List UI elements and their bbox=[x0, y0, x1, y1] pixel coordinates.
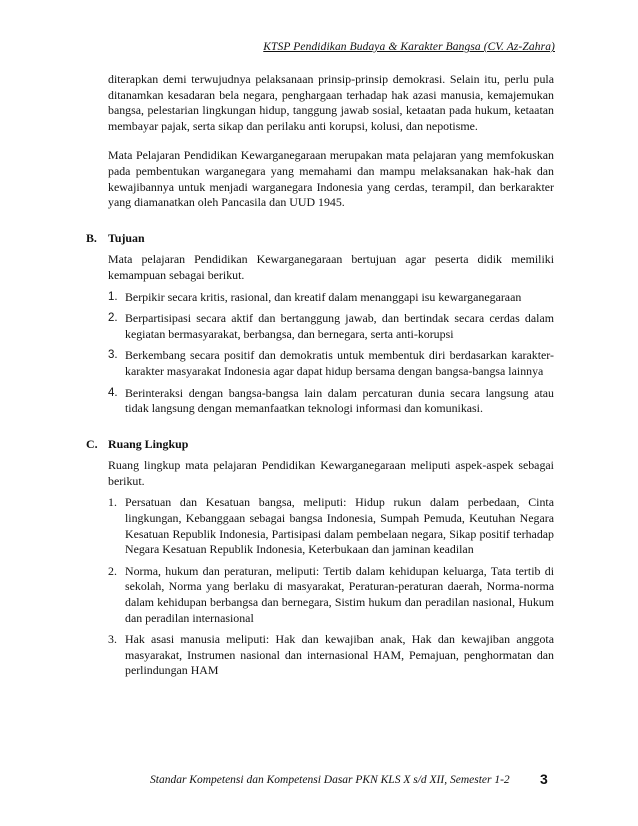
page-content bbox=[86, 72, 554, 685]
running-footer: Standar Kompetensi dan Kompetensi Dasar PKN KLS X s/d XII, Semester 1-2 bbox=[150, 774, 510, 786]
section-ruang-lingkup bbox=[86, 437, 554, 679]
section-body-tujuan bbox=[108, 252, 554, 416]
list-text: Norma, hukum dan peraturan, meliputi: Tertib dalam kehidupan keluarga, Tata tertib di sekolah, Norma yang berlaku di masyarakat, Peraturan-peraturan daerah, Norma-norma dalam kehidupan berbangsa dan bernegara, Sistim hukum dan peradilan nasional, Hukum dan peradilan internasional bbox=[125, 563, 554, 625]
list-text: Berkembang secara positif dan demokratis untuk membentuk diri berdasarkan karakter-karakter masyarakat Indonesia agar dapat hidup bersama dengan bangsa-bangsa lainnya bbox=[125, 348, 554, 378]
list-text: Berinteraksi dengan bangsa-bangsa lain dalam percaturan dunia secara langsung atau tidak langsung dengan memanfaatkan teknologi informasi dan komunikasi. bbox=[125, 385, 554, 416]
section-title: Tujuan bbox=[108, 230, 145, 245]
section-body-ruang-lingkup bbox=[108, 458, 554, 679]
section-letter: C. bbox=[86, 436, 98, 451]
section-letter: B. bbox=[86, 230, 97, 245]
list-item bbox=[108, 495, 554, 557]
list-number: 1. bbox=[108, 290, 118, 303]
list-number: 4. bbox=[108, 386, 118, 399]
intro-block bbox=[108, 72, 554, 211]
list-number: 3. bbox=[108, 349, 118, 362]
list-text: Berpikir secara kritis, rasional, dan kreatif dalam menanggapi isu kewarganegaraan bbox=[125, 289, 522, 304]
list-text: Persatuan dan Kesatuan bangsa, meliputi: Hidup rukun dalam perbedaan, Cinta lingkungan, Kebanggaan sebagai bangsa Indonesia, Sumpah Pemuda, Keutuhan Negara Kesatuan Republik Indonesia, Partisipasi dalam pembelaan negara, Sikap positif terhadap Negara Kesatuan Republik Indonesia, Keterbukaan dan jaminan keadilan bbox=[125, 495, 554, 557]
section-title: Ruang Lingkup bbox=[108, 436, 189, 451]
section-intro: Ruang lingkup mata pelajaran Pendidikan Kewarganegaraan meliputi aspek-aspek sebagai berikut. bbox=[108, 458, 554, 488]
running-header: KTSP Pendidikan Budaya & Karakter Bangsa (CV. Az-Zahra) bbox=[263, 41, 555, 53]
list-text: Hak asasi manusia meliputi: Hak dan kewajiban anak, Hak dan kewajiban anggota masyarakat, Instrumen nasional dan internasional HAM, Pemajuan, penghormatan dan perlindungan HAM bbox=[125, 632, 554, 678]
page-number: 3 bbox=[540, 771, 548, 787]
list-item bbox=[108, 564, 554, 626]
list-item bbox=[108, 311, 554, 342]
ruang-lingkup-list bbox=[108, 495, 554, 679]
intro-paragraph-1: diterapkan demi terwujudnya pelaksanaan prinsip-prinsip demokrasi. Selain itu, perlu pula ditanamkan kesadaran bela negara, penghargaan terhadap hak azasi manusia, kemajemukan bangsa, pelestarian lingkungan hidup, tanggung jawab sosial, ketaatan pada hukum, ketaatan membayar pajak, serta sikap dan perilaku anti korupsi, kolusi, dan nepotisme. bbox=[108, 72, 554, 133]
list-item bbox=[108, 348, 554, 379]
section-heading-ruang-lingkup bbox=[86, 437, 554, 453]
list-number: 2. bbox=[108, 563, 117, 578]
intro-paragraph-2: Mata Pelajaran Pendidikan Kewarganegaraan merupakan mata pelajaran yang memfokuskan pada pembentukan warganegara yang memahami dan mampu melaksanakan hak-hak dan kewajibannya untuk menjadi warganegara Indonesia yang cerdas, terampil, dan berkarakter yang diamanatkan oleh Pancasila dan UUD 1945. bbox=[108, 148, 554, 210]
list-item bbox=[108, 632, 554, 679]
list-item bbox=[108, 290, 554, 306]
list-number: 1. bbox=[108, 495, 117, 510]
list-number: 2. bbox=[108, 312, 118, 325]
section-heading-tujuan bbox=[86, 231, 554, 247]
section-intro: Mata pelajaran Pendidikan Kewarganegaraan bertujuan agar peserta didik memiliki kemampuan sebagai berikut. bbox=[108, 252, 554, 282]
list-text: Berpartisipasi secara aktif dan bertanggung jawab, dan bertindak secara cerdas dalam kegiatan bermasyarakat, berbangsa, dan bernegara, serta anti-korupsi bbox=[125, 311, 554, 341]
section-tujuan bbox=[86, 231, 554, 417]
tujuan-list bbox=[108, 290, 554, 417]
list-number: 3. bbox=[108, 632, 117, 647]
list-item bbox=[108, 386, 554, 417]
